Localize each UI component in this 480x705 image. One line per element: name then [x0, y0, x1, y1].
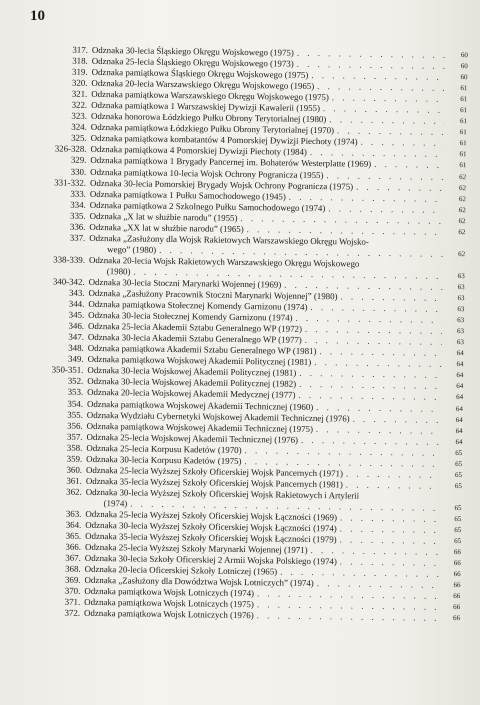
entry-title: Odznaka honorowa Łódzkiego Pułku Obrony Terytorialnej (1980): [90, 111, 327, 125]
entry-title: Odznaka pamiątkowa Wojsk Lotniczych (1975): [84, 597, 254, 610]
entry-title: Odznaka Wydziału Cybernetyki Wojskowej Akademii Technicznej (1976): [86, 409, 350, 424]
entry-title: Odznaka pamiątkowa 10-lecia Wojsk Ochrony Pogranicza (1955): [90, 166, 324, 180]
entry-page: 62: [458, 183, 467, 192]
entry-title: Odznaka pamiątkowa Warszawskiego Okręgu Wojskowego (1975): [91, 89, 329, 103]
entry-number: 356.: [67, 420, 83, 431]
entry-page: 61: [460, 84, 468, 93]
entry-page: 61: [460, 95, 468, 104]
entry-page: 61: [459, 117, 468, 126]
entry-title: Odznaka „Zasłużony dla Wojsk Rakietowych Warszawskiego Okręgu Wojsko-: [89, 232, 369, 247]
entry-number: 343.: [68, 287, 85, 298]
entry-page: 63: [457, 294, 465, 303]
entry-title: Odznaka pamiątkowa Śląskiego Okręgu Wojskowego (1975): [91, 66, 309, 81]
entry-title: Odznaka pamiątkowa 4 Pomorskiej Dywizji Piechoty (1984): [90, 144, 307, 158]
entry-number: 352.: [67, 375, 84, 387]
entry-title: Odznaka 20-lecia Wojsk Rakietowych Warszawskiego Okręgu Wojskowego: [88, 254, 360, 269]
entry-page: 62: [458, 227, 466, 236]
entry-title-continuation: (1980): [106, 266, 131, 277]
entry-number: 331-332.: [54, 176, 87, 188]
entry-page: 63: [457, 271, 465, 281]
entry-page: 65: [454, 514, 462, 524]
entry-page: 64: [456, 349, 464, 358]
entry-title: Odznaka „Zasłużony Pracownik Stoczni Marynarki Wojennej” (1980): [88, 287, 338, 302]
entry-title: Odznaka pamiątkowa Wojsk Lotniczych (1974): [84, 586, 255, 599]
entry-number: 325.: [71, 132, 87, 144]
entry-title: Odznaka 30-lecia Wyższej Szkoły Oficerskiej Wojsk Łączności (1974): [85, 519, 337, 534]
entry-number: 368.: [65, 563, 81, 574]
entry-number: 347.: [68, 331, 84, 343]
entry-page: 62: [458, 216, 466, 225]
entry-page: 65: [454, 470, 463, 479]
entry-page: 65: [454, 481, 462, 490]
entry-page: 66: [453, 559, 461, 568]
dot-leader: [254, 611, 438, 625]
entry-number: 357.: [66, 431, 83, 442]
entry-title: Odznaka pamiątkowa 2 Szkolnego Pułku Samochodowego (1974): [89, 199, 326, 213]
entry-number: 335.: [70, 210, 86, 221]
entry-page: 62: [458, 194, 466, 203]
entry-title: Odznaka 25-lecia Wojskowej Akademii Technicznej (1976): [86, 431, 299, 445]
entry-title: Odznaka 30-lecia Śląskiego Okręgu Wojskowego (1975): [91, 44, 294, 58]
entry-title: Odznaka 20-lecia Oficerskiej Szkoły Lotniczej (1965): [84, 564, 278, 577]
entry-page: 64: [456, 382, 464, 391]
entry-title: Odznaka 30-lecia Korpusu Kadetów (1975): [86, 453, 242, 466]
entry-page: 63: [457, 316, 465, 325]
entry-title: Odznaka 30-lecia Akademii Sztabu Generalnego WP (1977): [87, 332, 302, 346]
entry-number: 366.: [65, 541, 82, 552]
entry-page: 65: [455, 459, 463, 468]
entry-number: 318.: [72, 55, 88, 66]
entry-page: 63: [457, 283, 465, 292]
entry-page: 64: [456, 360, 464, 369]
entry-page: 65: [455, 448, 463, 457]
entry-page: 66: [452, 614, 461, 623]
entry-page: 63: [457, 305, 465, 314]
entry-number: 338-339.: [53, 254, 86, 265]
entry-page: 66: [453, 570, 461, 579]
entry-page: 63: [456, 327, 465, 336]
entry-page: 66: [453, 548, 462, 557]
entry-page: 61: [459, 139, 467, 148]
entry-title: Odznaka pamiątkowa Stołecznej Komendy Garnizonu (1974): [88, 298, 308, 313]
entry-title: Odznaka „XX lat w służbie narodu” (1965): [89, 221, 244, 234]
entry-title: Odznaka 25-lecia Akademii Sztabu Generalnego WP (1972): [87, 321, 303, 335]
entry-number: 329.: [70, 155, 87, 166]
entry-title: Odznaka pamiątkowa 1 Pułku Samochodowego (1945): [89, 188, 286, 202]
entry-number: 353.: [67, 387, 84, 398]
entry-title: Odznaka 25-lecia Korpusu Kadetów (1970): [86, 442, 242, 455]
entry-number: 340-342.: [52, 276, 85, 287]
entry-page: 64: [455, 404, 464, 413]
entry-title: Odznaka 25-lecia Wyższej Szkoły Marynarki Wojennej (1971): [84, 541, 308, 556]
entry-title-continuation: (1974): [103, 498, 128, 509]
entry-title: Odznaka pamiątkowa kombatantów 4 Pomorskiej Dywizji Piechoty (1974): [90, 133, 358, 147]
entry-number: 317.: [72, 44, 88, 55]
entry-number: 345.: [68, 309, 85, 320]
entry-number: 321.: [71, 88, 88, 100]
entry-number: 371.: [64, 596, 81, 608]
entry-page: 66: [453, 581, 461, 590]
entry-page: 61: [459, 161, 467, 170]
entry-title: Odznaka 30-lecia Stołecznej Komendy Garnizonu (1974): [88, 309, 293, 323]
entry-page: 60: [460, 62, 468, 71]
entry-number: 365.: [65, 530, 82, 541]
entry-number: 362.: [66, 486, 82, 497]
entry-title: Odznaka pamiątkowa 1 Warszawskiej Dywizji Kawalerii (1955): [91, 100, 321, 114]
entry-page: 65: [454, 526, 462, 535]
entry-title: Odznaka 30-lecia Szkoły Oficerskiej 2 Armii Wojska Polskiego (1974): [84, 553, 337, 567]
entry-title: Odznaka 20-lecia Wojskowej Akademii Medycznej (1977): [87, 387, 296, 401]
entry-number: 360.: [66, 464, 83, 475]
entry-title: Odznaka 30-lecia Wojskowej Akademii Politycznej (1981): [87, 365, 297, 379]
entry-number: 361.: [66, 475, 82, 486]
entry-page: 65: [454, 537, 462, 546]
entry-number: 355.: [67, 409, 83, 420]
entry-number: 350-351.: [51, 364, 84, 376]
entry-title: Odznaka 30-lecia Pomorskiej Brygady Wojsk Ochrony Pogranicza (1975): [90, 177, 354, 192]
entry-title: Odznaka pamiątkowa Wojskowej Akademii Politycznej (1981): [87, 354, 312, 368]
entry-number: 334.: [70, 199, 86, 210]
entry-title: Odznaka „Zasłużony dla Dowództwa Wojsk Lotniczych” (1974): [84, 575, 314, 589]
entry-page: 65: [454, 503, 462, 513]
entry-number: 330.: [70, 166, 87, 177]
entry-title-continuation: wego” (1980): [107, 243, 157, 255]
entry-title: Odznaka 35-lecia Wyższej Szkoły Oficerskiej Wojsk Pancernych (1981): [85, 475, 343, 490]
entry-number: 333.: [70, 188, 86, 199]
entry-title: Odznaka „X lat w służbie narodu” (1955): [89, 210, 238, 223]
entry-number: 348.: [68, 342, 84, 354]
entry-page: 66: [453, 592, 461, 601]
entry-title: Odznaka 25-lecia Wyższej Szkoły Oficerskiej Wojsk Pancernych (1971): [85, 464, 344, 479]
entry-number: 367.: [65, 552, 81, 563]
entry-number: 358.: [66, 442, 83, 453]
entry-title: Odznaka 30-lecia Wojskowej Akademii Politycznej (1982): [87, 376, 297, 390]
entry-page: 61: [459, 128, 467, 137]
entry-number: 363.: [65, 508, 82, 519]
entry-title: Odznaka pamiątkowa Wojsk Lotniczych (1976): [83, 608, 254, 621]
entry-page: 62: [458, 205, 466, 214]
entry-page: 61: [460, 106, 468, 115]
entry-page: 62: [458, 249, 466, 258]
entry-page: 60: [460, 73, 468, 82]
table-of-contents: [20, 44, 468, 625]
entry-number: 337.: [69, 232, 86, 243]
entry-page: 66: [453, 603, 461, 612]
entry-page: 61: [459, 150, 467, 159]
entry-page: 60: [460, 51, 468, 60]
entry-page: 64: [456, 393, 464, 402]
entry-title: Odznaka 25-lecia Wyższej Szkoły Oficerskiej Wojsk Łączności (1969): [85, 508, 338, 523]
entry-number: 370.: [64, 585, 81, 597]
entry-title: Odznaka 20-lecia Warszawskiego Okręgu Wojskowego (1965): [91, 78, 315, 92]
entry-number: 319.: [72, 66, 88, 77]
entry-page: 64: [456, 371, 464, 380]
entry-page: 62: [459, 172, 467, 181]
entry-number: 322.: [71, 99, 88, 111]
entry-number: 364.: [65, 519, 82, 530]
entry-page: 64: [455, 437, 463, 446]
entry-title: Odznaka pamiątkowa 1 Brygady Pancernej im. Bohaterów Westerplatte (1969): [90, 155, 372, 170]
entry-number: 346.: [68, 320, 85, 331]
entry-page: 63: [456, 338, 464, 347]
entry-number: 372.: [64, 607, 81, 619]
entry-number: 336.: [69, 221, 86, 232]
entry-title: Odznaka 30-lecia Stoczni Marynarki Wojennej (1969): [88, 276, 282, 290]
entry-number: 324.: [71, 121, 87, 133]
page-number: 10: [30, 8, 45, 24]
entry-page: 64: [455, 426, 463, 435]
entry-number: 349.: [68, 353, 84, 365]
entry-title: Odznaka pamiątkowa Łódzkiego Pułku Obrony Terytorialnej (1970): [90, 122, 335, 136]
entry-title: Odznaka 35-lecia Wyższej Szkoły Oficerskiej Wojsk Łączności (1979): [85, 530, 337, 545]
entry-number: 326-328.: [54, 143, 87, 155]
entry-number: 323.: [71, 110, 88, 122]
entry-title: Odznaka 25-lecia Śląskiego Okręgu Wojskowego (1973): [91, 55, 294, 69]
entry-number: 369.: [64, 574, 81, 586]
entry-title: Odznaka pamiątkowa Wojskowej Akademii Technicznej (1960): [86, 398, 314, 412]
entry-number: 359.: [66, 453, 83, 464]
entry-title: Odznaka pamiątkowa Wojskowej Akademii Technicznej (1975): [86, 420, 314, 434]
entry-number: 320.: [71, 77, 88, 88]
entry-title: Odznaka pamiątkowa Akademii Sztabu Generalnego WP (1981): [87, 343, 317, 357]
entry-number: 354.: [67, 398, 84, 409]
entry-title: Odznaka 30-lecia Wyższej Szkoły Oficerskiej Wojsk Rakietowych i Artylerii: [85, 486, 360, 501]
entry-page: 64: [455, 415, 463, 424]
entry-number: 344.: [68, 298, 85, 309]
